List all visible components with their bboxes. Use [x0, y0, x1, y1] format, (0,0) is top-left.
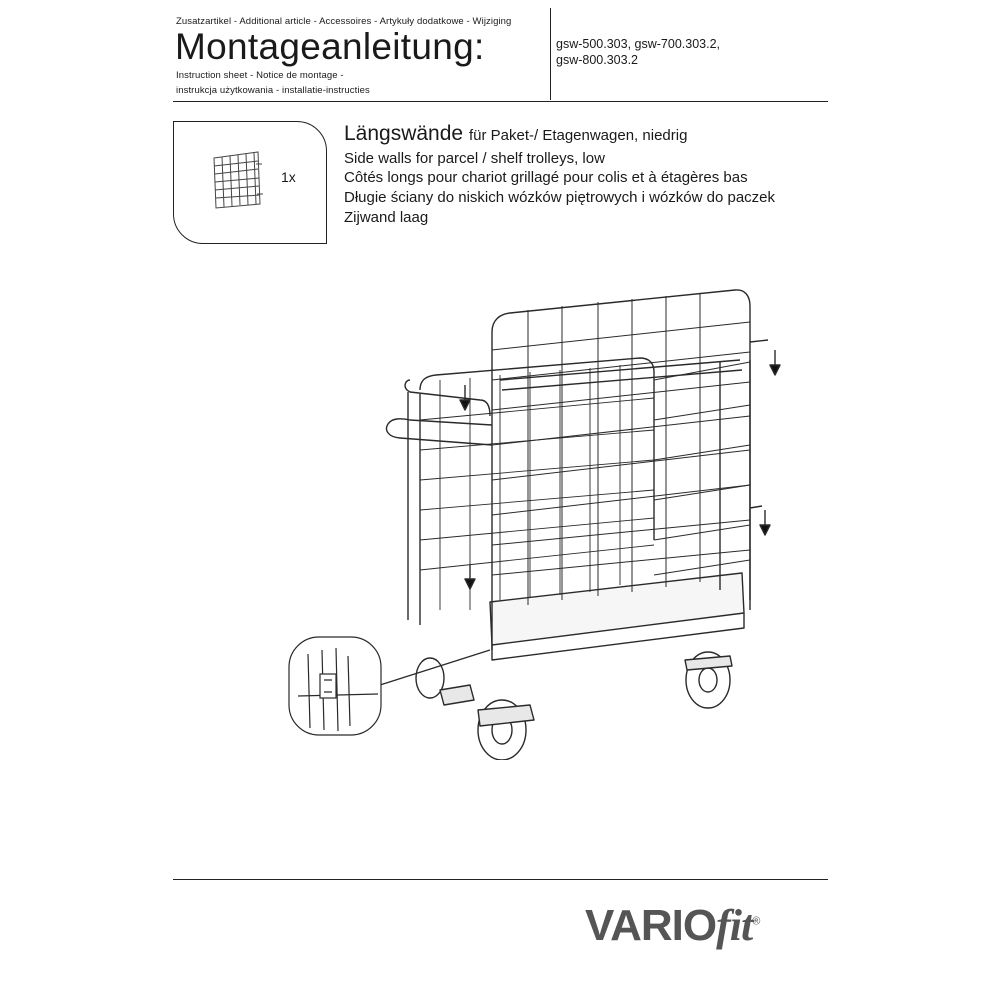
description-title-de: Längswände	[344, 122, 464, 145]
header-rule	[173, 101, 828, 102]
description-nl: Zijwand laag	[344, 209, 429, 226]
description-fr: Côtés longs pour chariot grillagé pour colis et à étagères bas	[344, 169, 748, 186]
description-title	[344, 122, 687, 146]
logo-fit: fit	[716, 901, 753, 950]
description-sub-de: für Paket-/ Etagenwagen, niedrig	[468, 127, 688, 144]
brand-logo	[585, 900, 759, 951]
page-title: Montageanleitung:	[175, 26, 485, 67]
parts-box	[173, 121, 327, 244]
header-subtitle-line: Zusatzartikel - Additional article - Accessoires - Artykuły dodatkowe - Wijziging	[176, 16, 512, 27]
description-en: Side walls for parcel / shelf trolleys, low	[344, 150, 605, 167]
description-pl: Długie ściany do niskich wózków piętrowych i wózków do paczek	[344, 189, 776, 206]
header-instruction-line-2: instrukcja użytkowania - installatie-instructies	[176, 85, 370, 96]
clip-detail-magnifier-icon	[288, 636, 382, 736]
header-divider	[550, 8, 551, 100]
part-quantity: 1x	[281, 169, 296, 185]
logo-vario: VARIO	[585, 901, 717, 950]
wire-mesh-panel-icon	[210, 150, 264, 210]
logo-registered: ®	[752, 915, 760, 928]
header-instruction-line: Instruction sheet - Notice de montage -	[176, 70, 344, 81]
article-numbers-2: gsw-800.303.2	[556, 53, 639, 67]
footer-rule	[173, 879, 828, 880]
article-numbers-1: gsw-500.303, gsw-700.303.2,	[556, 37, 720, 51]
